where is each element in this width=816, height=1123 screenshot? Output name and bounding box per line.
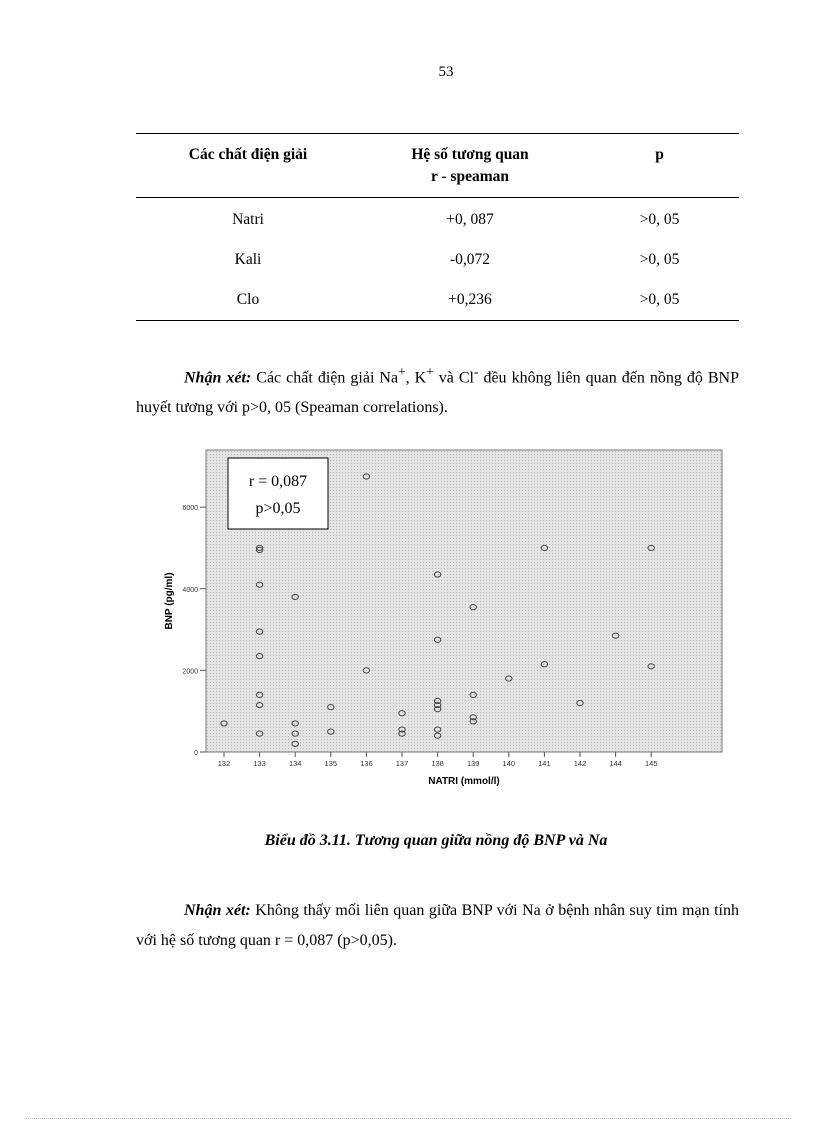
y-tick-label: 0 (194, 750, 198, 757)
header-p: p (655, 146, 664, 163)
remark-lead: Nhận xét: (184, 369, 252, 387)
table-cell: >0, 05 (639, 210, 680, 228)
table-cell: -0,072 (449, 250, 491, 268)
remark-text: đều không liên quan đến nồng độ BNP huyết tương với p>0, 05 (Speaman correlations). (136, 369, 740, 417)
x-tick-label: 139 (466, 759, 480, 768)
superscript: - (473, 364, 479, 379)
page-footer-rule (25, 1118, 791, 1119)
superscript: + (426, 364, 434, 379)
remark-lead: Nhận xét: (184, 902, 251, 919)
header-correlation-sub: r - speaman (360, 168, 580, 198)
table-cell: Kali (234, 250, 262, 268)
x-tick-label: 141 (538, 759, 551, 768)
x-tick-label: 140 (502, 759, 516, 768)
annotation-r: r = 0,087 (248, 473, 308, 490)
y-axis (182, 505, 206, 757)
header-electrolytes: Các chất điện giải (188, 146, 308, 163)
annotation-p: p>0,05 (255, 500, 301, 517)
remark-paragraph-1 (136, 357, 739, 423)
x-axis-label: NATRI (mmol/l) (428, 776, 500, 787)
y-tick-label: 4000 (182, 586, 198, 594)
remark-text: , K (405, 369, 427, 387)
table-cell: Natri (232, 210, 264, 228)
x-tick-label: 132 (217, 759, 231, 768)
header-blank-2 (580, 168, 739, 198)
x-tick-label: 145 (644, 759, 658, 768)
table-cell: +0,236 (448, 290, 492, 308)
x-tick-label: 135 (324, 759, 338, 768)
table-cell: >0, 05 (639, 290, 680, 308)
annotation-box (228, 458, 328, 529)
y-axis-label: BNP (pg/ml) (164, 572, 175, 630)
x-tick-label: 144 (609, 759, 622, 768)
x-axis (218, 752, 658, 768)
superscript: + (398, 364, 406, 379)
scatter-chart (150, 442, 740, 797)
y-tick-label: 6000 (182, 505, 198, 513)
table-cell: Clo (236, 290, 260, 308)
header-correlation: Hệ số tương quan (411, 146, 529, 163)
x-tick-label: 136 (360, 759, 373, 768)
page-number: 53 (438, 64, 454, 80)
correlation-table (136, 133, 739, 321)
x-tick-label: 137 (395, 759, 409, 768)
x-tick-label: 133 (253, 759, 266, 768)
header-blank-1 (136, 168, 360, 198)
table-row (136, 240, 739, 280)
remark-text: Các chất điện giải Na (251, 369, 399, 387)
x-tick-label: 142 (573, 759, 587, 768)
remark-paragraph-2 (136, 896, 739, 956)
table-cell: +0, 087 (446, 210, 494, 228)
table-row (136, 280, 739, 321)
table-cell: >0, 05 (639, 250, 680, 268)
correlation-table-wrapper (136, 133, 739, 321)
remark-text: và Cl (433, 369, 474, 387)
figure-caption: Biểu đồ 3.11. Tương quan giữa nồng độ BNP và Na (264, 832, 608, 849)
table-row (136, 197, 739, 240)
y-tick-label: 2000 (182, 668, 198, 676)
x-tick-label: 138 (431, 759, 444, 768)
x-tick-label: 134 (288, 759, 302, 768)
remark-text: Không thấy mối liên quan giữa BNP với Na ở bệnh nhân suy tim mạn tính với hệ số tương quan r = 0,087 (p>0,05). (136, 902, 740, 949)
